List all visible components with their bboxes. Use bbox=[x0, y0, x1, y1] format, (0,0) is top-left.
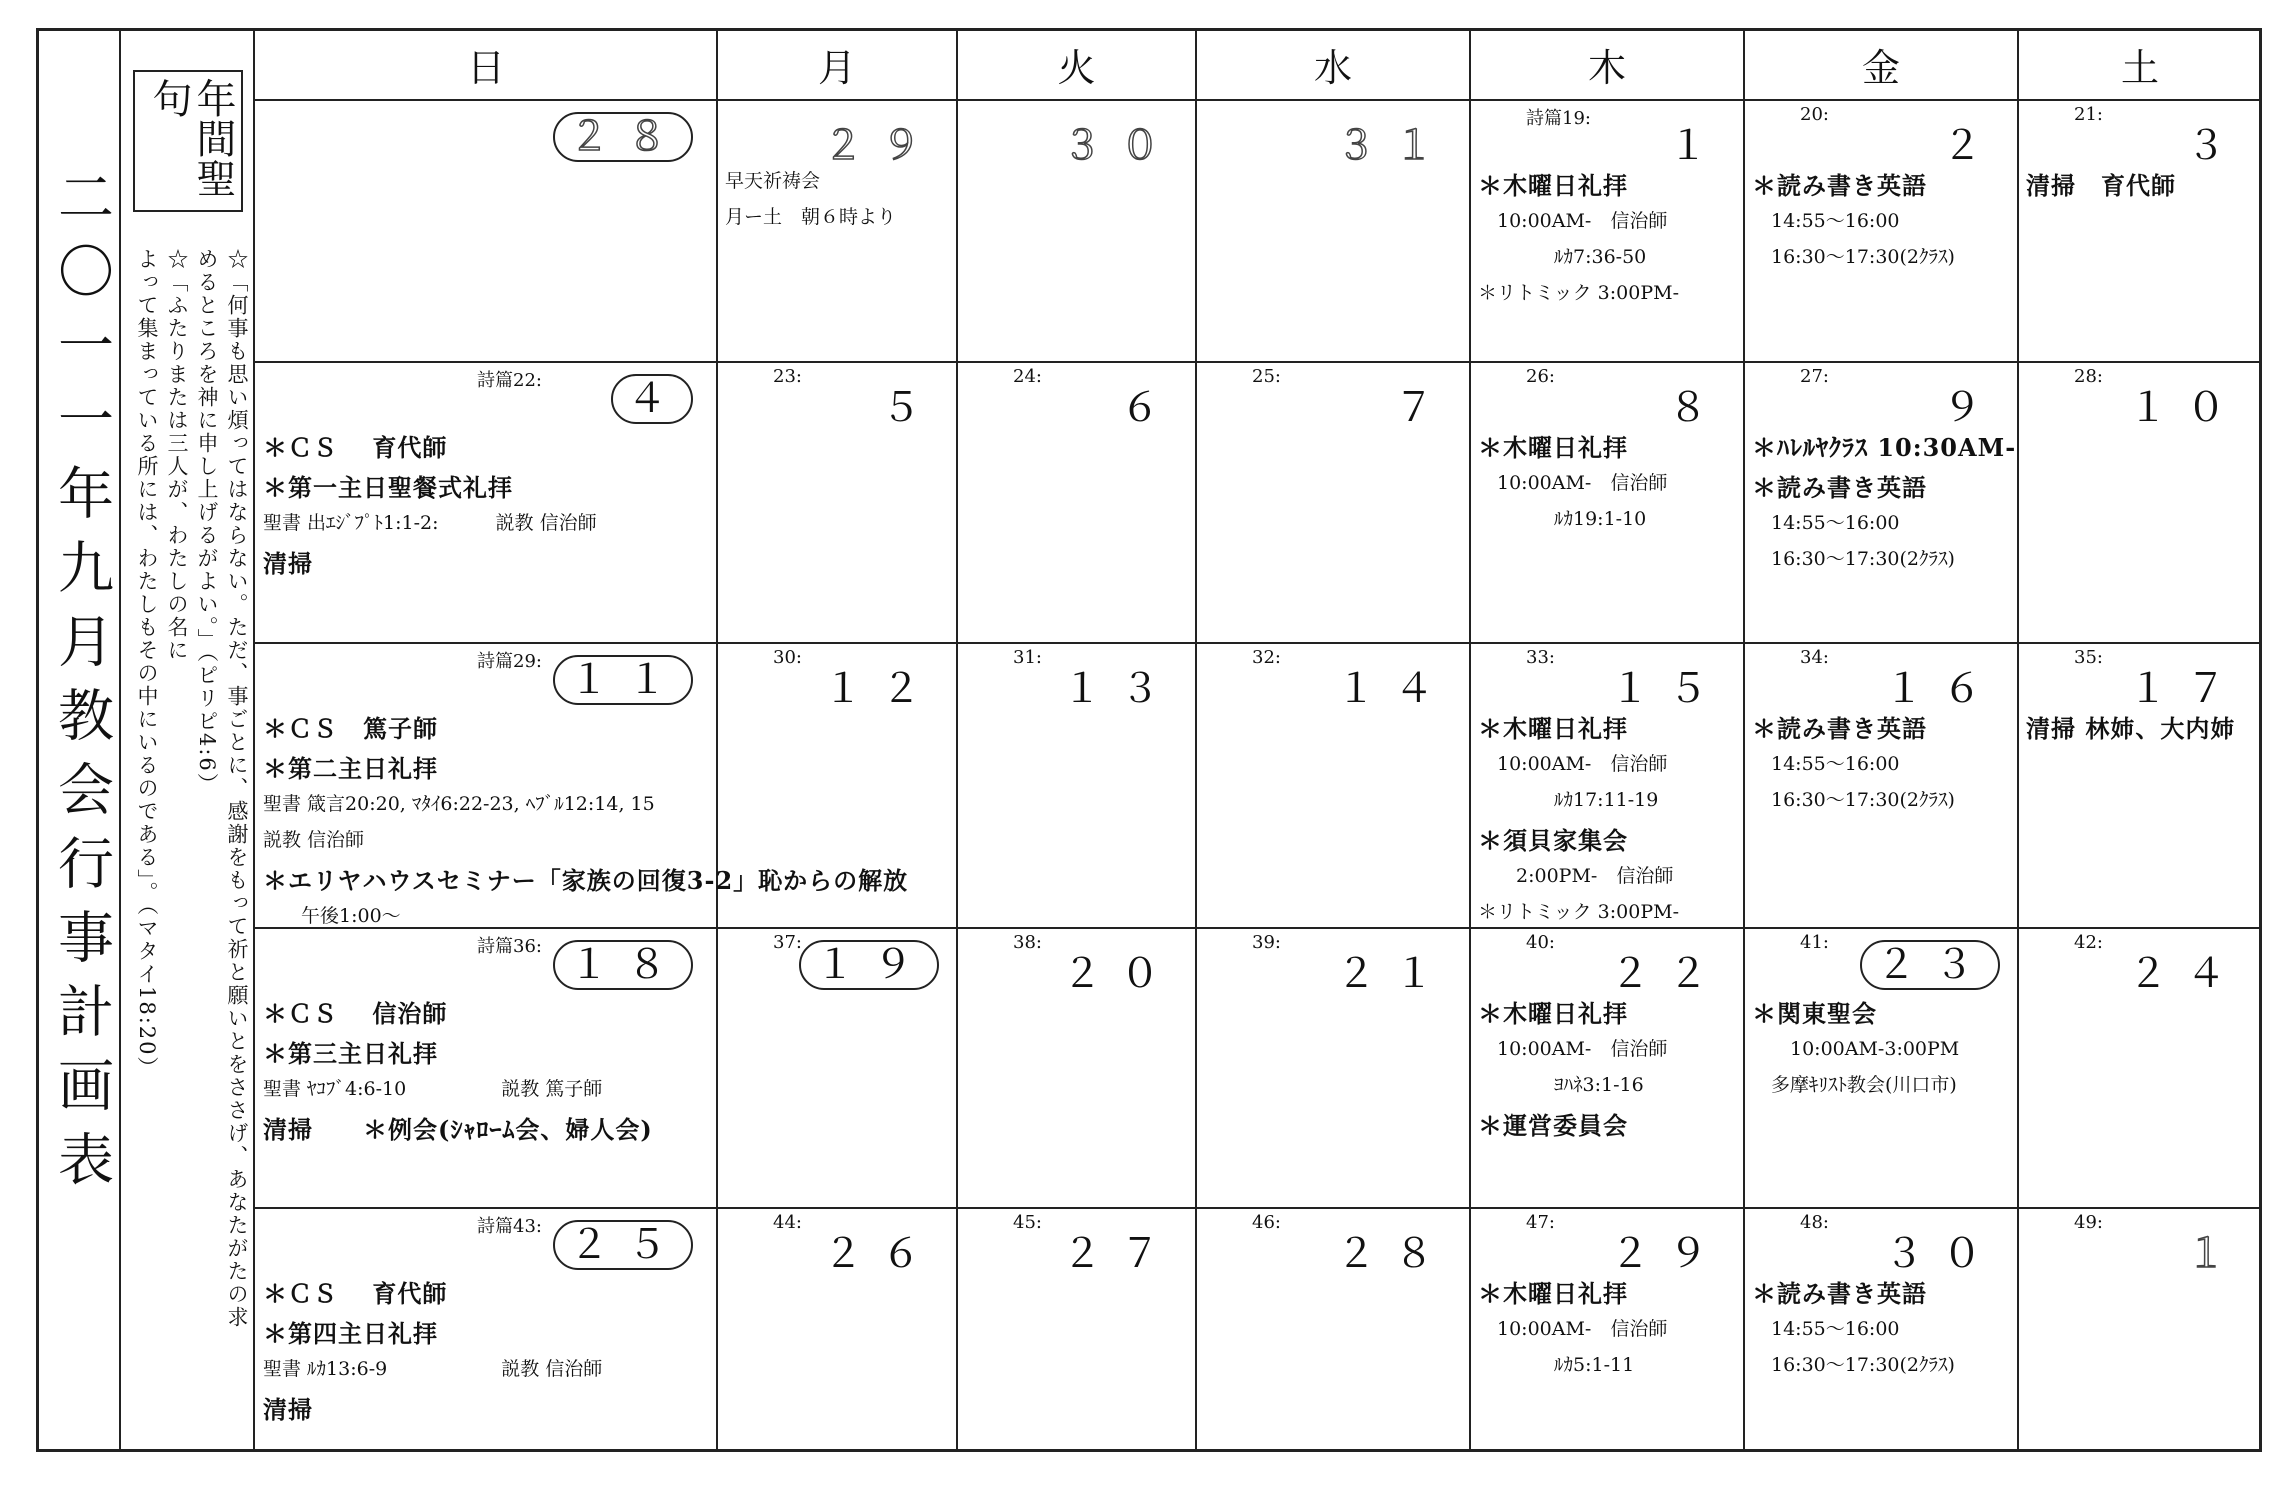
event-line: ＊エリヤハウスセミナー「家族の回復3-2」恥からの解放 bbox=[263, 866, 909, 895]
date-number: ２５ bbox=[553, 1220, 693, 1270]
day-cell bbox=[1196, 928, 1470, 1208]
date-number: ８ bbox=[1668, 385, 1726, 431]
weekday-header: 土 bbox=[2120, 45, 2159, 90]
event-line: ＊木曜日礼拝 bbox=[1478, 714, 1628, 743]
date-number: １２ bbox=[823, 666, 939, 712]
day-cell bbox=[1470, 1208, 1744, 1452]
event-line: 10:00AM- 信治師 bbox=[1478, 1318, 1668, 1340]
weekday-header: 月 bbox=[817, 45, 856, 90]
psalm-reading-label: 33: bbox=[1526, 647, 1555, 668]
date-number: １４ bbox=[1336, 666, 1452, 712]
psalm-reading-label: 詩篇22: bbox=[477, 370, 542, 391]
event-line: 14:55～16:00 bbox=[1752, 512, 1900, 534]
psalm-reading-label: 28: bbox=[2074, 366, 2103, 387]
event-line: ＊木曜日礼拝 bbox=[1478, 1279, 1628, 1308]
psalm-reading-label: 31: bbox=[1013, 647, 1042, 668]
event-line: 2:00PM- 信治師 bbox=[1478, 865, 1674, 887]
psalm-reading-label: 21: bbox=[2074, 104, 2103, 125]
psalm-reading-label: 24: bbox=[1013, 366, 1042, 387]
day-cell bbox=[1744, 643, 2018, 928]
psalm-reading-label: 42: bbox=[2074, 932, 2103, 953]
day-cell bbox=[2018, 928, 2262, 1208]
day-cell bbox=[957, 362, 1196, 643]
psalm-reading-label: 25: bbox=[1252, 366, 1281, 387]
event-line: 早天祈祷会 bbox=[725, 170, 821, 192]
yearly-verse-heading: 年間聖句 bbox=[146, 78, 236, 198]
calendar-title: 二〇一一年九月教会行事計画表 bbox=[49, 168, 114, 1204]
psalm-reading-label: 20: bbox=[1800, 104, 1829, 125]
event-line: ＊ＣＳ 育代師 bbox=[263, 1279, 448, 1308]
weekday-header: 水 bbox=[1313, 45, 1352, 90]
psalm-reading-label: 26: bbox=[1526, 366, 1555, 387]
event-line: 10:00AM- 信治師 bbox=[1478, 210, 1668, 232]
day-cell bbox=[1196, 643, 1470, 928]
weekday-header: 火 bbox=[1057, 45, 1096, 90]
day-cell bbox=[1744, 928, 2018, 1208]
date-number: ３１ bbox=[1336, 123, 1452, 169]
day-cell bbox=[255, 928, 717, 1208]
verse-line: よって集まっている所には、わたしもその中にいるのである」。（マタイ18:20） bbox=[135, 248, 159, 1080]
date-number: １６ bbox=[1884, 666, 2000, 712]
event-line: ＊読み書き英語 bbox=[1752, 714, 1927, 743]
day-cell bbox=[1196, 1208, 1470, 1452]
date-number: ２８ bbox=[1336, 1231, 1452, 1277]
date-number: ４ bbox=[611, 374, 693, 424]
event-line: ＊木曜日礼拝 bbox=[1478, 433, 1628, 462]
day-cell bbox=[1196, 100, 1470, 362]
day-cell bbox=[1744, 100, 2018, 362]
event-line: 16:30～17:30(2ｸﾗｽ) bbox=[1752, 246, 1955, 268]
event-line: 10:00AM- 信治師 bbox=[1478, 753, 1668, 775]
psalm-reading-label: 46: bbox=[1252, 1212, 1281, 1233]
weekday-header: 日 bbox=[466, 45, 505, 90]
date-number: １ bbox=[1668, 123, 1726, 169]
day-cell bbox=[957, 643, 1196, 928]
event-line: ＊第二主日礼拝 bbox=[263, 754, 438, 783]
event-line: ＊関東聖会 bbox=[1752, 999, 1877, 1028]
psalm-reading-label: 47: bbox=[1526, 1212, 1555, 1233]
day-cell bbox=[2018, 100, 2262, 362]
event-line: 14:55～16:00 bbox=[1752, 210, 1900, 232]
date-number: ２３ bbox=[1860, 940, 2000, 990]
day-cell bbox=[717, 100, 957, 362]
day-cell bbox=[717, 362, 957, 643]
day-cell bbox=[2018, 643, 2262, 928]
psalm-reading-label: 40: bbox=[1526, 932, 1555, 953]
day-cell bbox=[1744, 1208, 2018, 1452]
date-number: ２４ bbox=[2128, 951, 2244, 997]
psalm-reading-label: 27: bbox=[1800, 366, 1829, 387]
psalm-reading-label: 39: bbox=[1252, 932, 1281, 953]
date-number: ２ bbox=[1942, 123, 2000, 169]
day-cell bbox=[957, 100, 1196, 362]
date-number: １３ bbox=[1062, 666, 1178, 712]
date-number: １０ bbox=[2128, 385, 2244, 431]
date-number: ２８ bbox=[553, 112, 693, 162]
event-line: ＊読み書き英語 bbox=[1752, 473, 1927, 502]
date-number: ３ bbox=[2186, 123, 2244, 169]
day-cell bbox=[1744, 362, 2018, 643]
event-line: ﾙｶ7:36-50 bbox=[1478, 246, 1647, 268]
calendar-grid bbox=[255, 28, 2262, 1452]
verse-line: めるところを神に申し上げるがよい。」（ピリピ4:6） bbox=[195, 248, 219, 796]
event-line: ﾙｶ19:1-10 bbox=[1478, 508, 1647, 530]
event-line: ＊須貝家集会 bbox=[1478, 826, 1628, 855]
event-line: ＊第四主日礼拝 bbox=[263, 1319, 438, 1348]
day-cell bbox=[255, 100, 717, 362]
date-number: １１ bbox=[553, 655, 693, 705]
psalm-reading-label: 詩篇36: bbox=[477, 936, 542, 957]
title-column bbox=[36, 28, 121, 1452]
event-line: ＊ﾊﾚﾙﾔｸﾗｽ 10:30AM- bbox=[1752, 433, 2017, 462]
event-line: 午後1:00～ bbox=[263, 905, 401, 927]
event-line: 月ー土 朝６時より bbox=[725, 206, 897, 228]
day-cell bbox=[1196, 362, 1470, 643]
event-line: ＊木曜日礼拝 bbox=[1478, 999, 1628, 1028]
date-number: １５ bbox=[1610, 666, 1726, 712]
psalm-reading-label: 35: bbox=[2074, 647, 2103, 668]
day-cell bbox=[255, 1208, 717, 1452]
event-line: 10:00AM-3:00PM bbox=[1752, 1038, 1960, 1060]
event-line: 清掃 bbox=[263, 1395, 313, 1424]
day-cell bbox=[957, 928, 1196, 1208]
date-number: ２０ bbox=[1062, 951, 1178, 997]
event-line: 10:00AM- 信治師 bbox=[1478, 1038, 1668, 1060]
event-line: ﾙｶ17:11-19 bbox=[1478, 789, 1659, 811]
day-cell bbox=[2018, 1208, 2262, 1452]
weekday-header: 金 bbox=[1861, 45, 1900, 90]
event-line: 聖書 ﾔｺﾌﾞ4:6-10 説教 篤子師 bbox=[263, 1078, 603, 1100]
event-line: ＊運営委員会 bbox=[1478, 1111, 1628, 1140]
day-cell bbox=[1470, 100, 1744, 362]
verse-line: ☆「何事も思い煩ってはならない。ただ、事ごとに、感謝をもって祈と願いとをささげ、あなたがたの求 bbox=[225, 248, 249, 1329]
date-number: ３０ bbox=[1062, 123, 1178, 169]
event-line: ﾖﾊﾈ3:1-16 bbox=[1478, 1074, 1644, 1096]
event-line: ＊リトミック 3:00PM- bbox=[1478, 282, 1679, 304]
date-number: １ bbox=[2186, 1231, 2244, 1277]
psalm-reading-label: 41: bbox=[1800, 932, 1829, 953]
psalm-reading-label: 詩篇29: bbox=[477, 651, 542, 672]
event-line: 14:55～16:00 bbox=[1752, 1318, 1900, 1340]
day-cell bbox=[255, 362, 717, 643]
verse-line: ☆「ふたりまたは三人が、わたしの名に bbox=[165, 248, 189, 662]
date-number: １８ bbox=[553, 940, 693, 990]
psalm-reading-label: 30: bbox=[773, 647, 802, 668]
yearly-verse-column bbox=[121, 28, 255, 1452]
psalm-reading-label: 詩篇43: bbox=[477, 1216, 542, 1237]
date-number: ２７ bbox=[1062, 1231, 1178, 1277]
date-number: ５ bbox=[881, 385, 939, 431]
psalm-reading-label: 23: bbox=[773, 366, 802, 387]
day-cell bbox=[957, 1208, 1196, 1452]
event-line: 16:30～17:30(2ｸﾗｽ) bbox=[1752, 1354, 1955, 1376]
event-line: 清掃 bbox=[263, 549, 313, 578]
event-line: 清掃 林姉、大内姉 bbox=[2026, 714, 2236, 743]
psalm-reading-label: 48: bbox=[1800, 1212, 1829, 1233]
day-cell bbox=[1470, 928, 1744, 1208]
event-line: ﾙｶ5:1-11 bbox=[1478, 1354, 1635, 1376]
event-line: 清掃 ＊例会(ｼｬﾛｰﾑ会、婦人会) bbox=[263, 1115, 653, 1144]
yearly-verse-heading-box bbox=[133, 70, 243, 212]
psalm-reading-label: 34: bbox=[1800, 647, 1829, 668]
weekday-header: 木 bbox=[1587, 45, 1626, 90]
day-cell bbox=[1470, 362, 1744, 643]
psalm-reading-label: 44: bbox=[773, 1212, 802, 1233]
event-line: 10:00AM- 信治師 bbox=[1478, 472, 1668, 494]
day-cell bbox=[717, 1208, 957, 1452]
event-line: 清掃 育代師 bbox=[2026, 171, 2176, 200]
event-line: ＊ＣＳ 篤子師 bbox=[263, 714, 438, 743]
psalm-reading-label: 37: bbox=[773, 932, 802, 953]
event-line: 16:30～17:30(2ｸﾗｽ) bbox=[1752, 548, 1955, 570]
psalm-reading-label: 38: bbox=[1013, 932, 1042, 953]
event-line: ＊読み書き英語 bbox=[1752, 171, 1927, 200]
psalm-reading-label: 詩篇19: bbox=[1526, 108, 1591, 129]
event-line: 多摩ｷﾘｽﾄ教会(川口市) bbox=[1752, 1074, 1957, 1096]
yearly-verse-text bbox=[131, 248, 249, 1428]
date-number: ３０ bbox=[1884, 1231, 2000, 1277]
event-line: 14:55～16:00 bbox=[1752, 753, 1900, 775]
date-number: ６ bbox=[1120, 385, 1178, 431]
event-line: 16:30～17:30(2ｸﾗｽ) bbox=[1752, 789, 1955, 811]
psalm-reading-label: 45: bbox=[1013, 1212, 1042, 1233]
day-cell bbox=[1470, 643, 1744, 928]
event-line: 聖書 出ｴｼﾞﾌﾟﾄ1:1-2: 説教 信治師 bbox=[263, 512, 597, 534]
event-line: ＊ＣＳ 育代師 bbox=[263, 433, 448, 462]
event-line: ＊木曜日礼拝 bbox=[1478, 171, 1628, 200]
event-line: ＊リトミック 3:00PM- bbox=[1478, 901, 1679, 923]
date-number: ２９ bbox=[1610, 1231, 1726, 1277]
date-number: ２１ bbox=[1336, 951, 1452, 997]
event-line: ＊読み書き英語 bbox=[1752, 1279, 1927, 1308]
date-number: １７ bbox=[2128, 666, 2244, 712]
date-number: ２９ bbox=[823, 123, 939, 169]
event-line: ＊第一主日聖餐式礼拝 bbox=[263, 473, 513, 502]
date-number: ９ bbox=[1942, 385, 2000, 431]
day-cell bbox=[717, 643, 957, 928]
event-line: 聖書 ﾙｶ13:6-9 説教 信治師 bbox=[263, 1358, 603, 1380]
psalm-reading-label: 49: bbox=[2074, 1212, 2103, 1233]
day-cell bbox=[2018, 362, 2262, 643]
date-number: ２２ bbox=[1610, 951, 1726, 997]
event-line: 説教 信治師 bbox=[263, 829, 365, 851]
psalm-reading-label: 32: bbox=[1252, 647, 1281, 668]
day-cell bbox=[717, 928, 957, 1208]
event-line: ＊ＣＳ 信治師 bbox=[263, 999, 448, 1028]
date-number: １９ bbox=[799, 940, 939, 990]
date-number: ２６ bbox=[823, 1231, 939, 1277]
event-line: ＊第三主日礼拝 bbox=[263, 1039, 438, 1068]
date-number: ７ bbox=[1394, 385, 1452, 431]
event-line: 聖書 箴言20:20, ﾏﾀｲ6:22-23, ﾍﾌﾞﾙ12:14, 15 bbox=[263, 793, 655, 815]
